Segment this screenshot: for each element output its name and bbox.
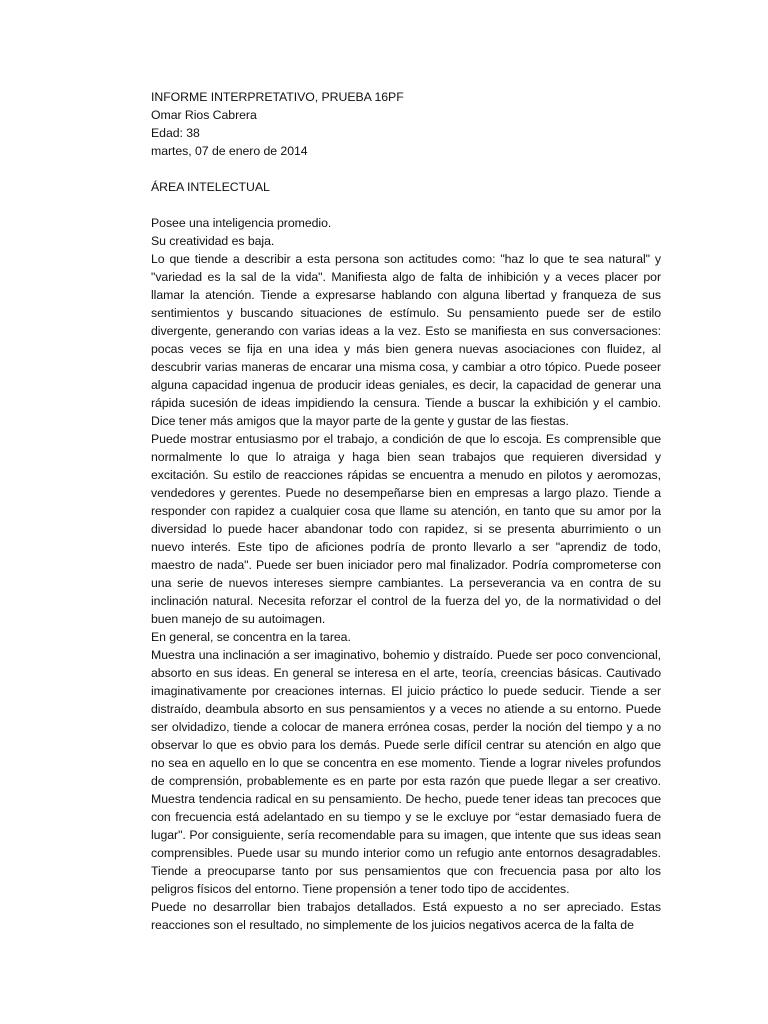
section-title: ÁREA INTELECTUAL (151, 180, 270, 194)
subject-age: Edad: 38 (151, 126, 200, 140)
spacer (151, 160, 661, 178)
concentration-statement: En general, se concentra en la tarea. (151, 630, 351, 644)
report-title: INFORME INTERPRETATIVO, PRUEBA 16PF (151, 90, 404, 104)
report-date: martes, 07 de enero de 2014 (151, 144, 308, 158)
paragraph-1: Lo que tiende a describir a esta persona son actitudes como: "haz lo que te sea natural" y "variedad es la sal de la vida". Manifiesta algo de falta de inhibición y a veces placer por llamar la atención. Tiende a expresarse hablando con alguna libertad y franqueza de sus sentimientos y buscando situaciones de estímulo. Su pensamiento puede ser de estilo divergente, generando con varias ideas a la vez. Esto se manifiesta en sus conversaciones: pocas veces se fija en una idea y más bien genera nuevas asociaciones con fluidez, al descubrir varias maneras de encarar una misma cosa, y cambiar a otro tópico. Puede poseer alguna capacidad ingenua de producir ideas geniales, es decir, la capacidad de generar una rápida sucesión de ideas impidiendo la censura. Tiende a buscar la exhibición y el cambio. Dice tener más amigos que la mayor parte de la gente y gustar de las fiestas. (151, 252, 661, 428)
spacer (151, 196, 661, 214)
paragraph-3: Muestra una inclinación a ser imaginativo, bohemio y distraído. Puede ser poco convencional, absorto en sus ideas. En general se interesa en el arte, teoría, creencias básicas. Cautivado imaginativamente por creaciones internas. El juicio práctico lo puede seducir. Tiende a ser distraído, deambula absorto en sus pensamientos y a veces no atiende a su entorno. Puede ser olvidadizo, tiende a colocar de manera errónea cosas, perder la noción del tiempo y a no observar lo que es obvio para los demás. Puede serle difícil centrar su atención en algo que no sea en aquello en lo que se concentra en ese momento. Tiende a lograr niveles profundos de comprensión, probablemente es en parte por esta razón que puede llegar a ser creativo. Muestra tendencia radical en su pensamiento. De hecho, puede tener ideas tan precoces que con frecuencia está adelantado en su tiempo y se le excluye por “estar demasiado fuera de lugar". Por consiguiente, sería recomendable para su imagen, que intente que sus ideas sean comprensibles. Puede usar su mundo interior como un refugio ante entornos desagradables. Tiende a preocuparse tanto por sus pensamientos que con frecuencia pasa por alto los peligros físicos del entorno. Tiene propensión a tener todo tipo de accidentes. (151, 648, 661, 896)
paragraph-2: Puede mostrar entusiasmo por el trabajo, a condición de que lo escoja. Es comprensible que normalmente lo que lo atraiga y haga bien sean trabajos que requieren diversidad y excitación. Su estilo de reacciones rápidas se encuentra a menudo en pilotos y aeromozas, vendedores y gerentes. Puede no desempeñarse bien en empresas a largo plazo. Tiende a responder con rapidez a cualquier cosa que llame su atención, en tanto que su amor por la diversidad lo puede hacer abandonar todo con rapidez, si se presenta aburrimiento o un nuevo interés. Este tipo de aficiones podría de pronto llevarlo a ser "aprendiz de todo, maestro de nada". Puede ser buen iniciador pero mal finalizador. Podría comprometerse con una serie de nuevos intereses siempre cambiantes. La perseverancia va en contra de su inclinación natural. Necesita reforzar el control de la fuerza del yo, de la normatividad o del buen manejo de su autoimagen. (151, 432, 661, 626)
subject-name: Omar Rios Cabrera (151, 108, 257, 122)
creativity-statement: Su creatividad es baja. (151, 234, 275, 248)
paragraph-4: Puede no desarrollar bien trabajos detallados. Está expuesto a no ser apreciado. Estas reacciones son el resultado, no simplemente de los juicios negativos acerca de la falta de (151, 900, 661, 932)
intelligence-statement: Posee una inteligencia promedio. (151, 216, 332, 230)
document-body (151, 88, 661, 934)
